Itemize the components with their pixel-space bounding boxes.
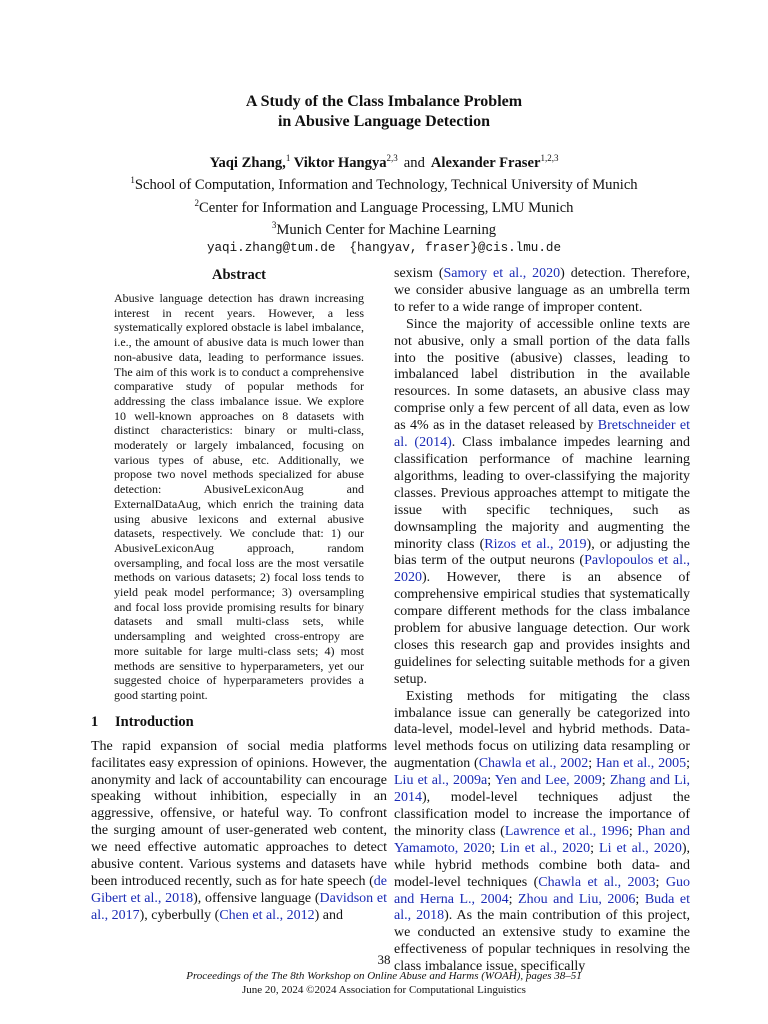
citation-link[interactable]: Li et al., 2020: [599, 840, 682, 856]
citation-link[interactable]: Zhou and Liu, 2006: [518, 891, 636, 907]
section-number: 1: [91, 713, 99, 730]
citation-link[interactable]: Liu et al., 2009a: [394, 773, 488, 789]
citation-link[interactable]: Rizos et al., 2019: [484, 536, 587, 552]
author-3: Alexander Fraser: [430, 154, 541, 171]
right-column: [394, 266, 690, 976]
author-1-affil: 1: [285, 153, 291, 163]
citation-link[interactable]: Yen and Lee, 2009: [494, 773, 602, 789]
abstract-heading: Abstract: [212, 267, 266, 283]
email-1[interactable]: yaqi.zhang@tum.de: [206, 240, 336, 255]
citation-link[interactable]: Chawla et al., 2002: [478, 756, 589, 772]
citation-link[interactable]: Davidson et al., 2017: [91, 890, 387, 923]
citation-link[interactable]: Bretschneider et al. (2014): [394, 418, 690, 451]
citation-link[interactable]: Zhang and Li, 2014: [394, 773, 691, 806]
section-title: Introduction: [115, 713, 194, 730]
intro-paragraph-continued: sexism (Samory et al., 2020) detection. Therefore, we consider abusive language as an umbrella term to refer to a wide range of improper content.: [394, 266, 690, 315]
citation-link[interactable]: Phan and Yamamoto, 2020: [394, 823, 691, 856]
citation-link[interactable]: Guo and Herna L., 2004: [394, 874, 690, 907]
author-2-affil: 2,3: [386, 153, 398, 163]
citation-link[interactable]: Lin et al., 2020: [500, 840, 591, 856]
citation-link[interactable]: Han et al., 2005: [596, 756, 687, 772]
affiliation-3: $^3$Munich Center for Machine Learning: [271, 220, 497, 239]
author-block: [0, 150, 768, 257]
citation-link[interactable]: Buda et al., 2018: [394, 891, 691, 924]
citation-link[interactable]: Samory et al., 2020: [443, 266, 561, 281]
intro-paragraph-3: Existing methods for mitigating the class imbalance issue can generally be categorized into data-level, model-level and hybrid methods. Data-level methods focus on utilizing data resampling or augmentation (Chawla et al., 2002; Han et al., 2005; Liu et al., 2009a; Yen and Lee, 2009; Zhang and Li, 2014), model-level techniques adjust the classification model to increase the importance of the minority class (Lawrence et al., 1996; Phan and Yamamoto, 2020; Lin et al., 2020; Li et al., 2020), while hybrid methods combine both data- and model-level techniques (Chawla et al., 2003; Guo and Herna L., 2004; Zhou and Liu, 2006; Buda et al., 2018). As the main contribution of this project, we conducted an extensive study to examine the effectiveness of popular techniques in resolving the class imbalance issue, specifically: [394, 688, 691, 975]
citation-link[interactable]: Chen et al., 2012: [219, 907, 315, 923]
citation-link[interactable]: de Gibert et al., 2018: [91, 873, 387, 906]
author-3-affil: 1,2,3: [540, 153, 559, 163]
affiliation-2: $^2$Center for Information and Language Processing, LMU Munich: [194, 197, 574, 216]
author-names: [0, 150, 768, 172]
footer-date: June 20, 2024 ©2024 Association for Computational Linguistics: [242, 984, 526, 996]
author-conjunction: and: [403, 154, 425, 171]
section-heading-introduction: [91, 713, 387, 731]
intro-paragraph: The rapid expansion of social media platforms facilitates easy expression of opinions. However, the anonymity and lack of accountability can encourage speaking without inhibition, especially in an aggressive, offensive, or hateful way. To confront the surging amount of user-generated web content, we need effective automatic approaches to detect abusive content. Various systems and datasets have been introduced recently, such as for hate speech (de Gibert et al., 2018), offensive language (Davidson et al., 2017), cyberbully (Chen et al., 2012) and: [91, 738, 387, 923]
paper-title: [0, 92, 768, 132]
affiliation-1: $^1$School of Computation, Information and Technology, Technical University of Munich: [130, 175, 638, 194]
page-footer: [0, 969, 768, 997]
citation-link[interactable]: Pavlopoulos et al., 2020: [394, 553, 690, 586]
author-2: Viktor Hangya: [293, 154, 387, 171]
title-line-2: in Abusive Language Detection: [277, 113, 490, 130]
title-line-1: A Study of the Class Imbalance Problem: [245, 93, 523, 110]
page-number: 38: [377, 952, 391, 967]
abstract-text: Abusive language detection has drawn increasing interest in recent years. However, a less systematically explored obstacle is label imbalance, i.e., the amount of abusive data is much lower than non-abusive data, leading to performance issues. The aim of this work is to conduct a comprehensive comparative study of popular methods for addressing the class imbalance issue. We explore 10 well-known approaches on 8 datasets with distinct characteristics: binary or multi-class, moderately or largely imbalanced, focusing on various types of abuse, etc. Additionally, we propose two novel methods specialized for abuse detection: AbusiveLexiconAug and ExternalDataAug, which enrich the training data using abusive lexicons and external abusive datasets, respectively. We conclude that: 1) our AbusiveLexiconAug approach, random oversampling, and focal loss are the most versatile methods on various datasets; 2) focal loss tends to yield peak model performance; 3) oversampling and focal loss provide promising results for binary datasets and small multi-class sets, while undersampling and weighted cross-entropy are more suitable for large multi-class sets; 4) most methods are sensitive to hyperparameters, yet our suggested choice of hyperparameters provides a good starting point.: [114, 291, 364, 702]
citation-link[interactable]: Lawrence et al., 1996: [504, 823, 629, 839]
author-emails: [0, 240, 768, 258]
intro-paragraph-2: Since the majority of accessible online texts are not abusive, only a small portion of the data falls into the positive (abusive) classes, leading to imbalanced label distribution in the available resources. In some datasets, an abusive class may comprise only a few percent of all data, even as low as 4% as in the dataset released by Bretschneider et al. (2014). Class imbalance impedes learning and classification performance of machine learning algorithms, leading to over-classifying the majority classes. Previous approaches attempt to mitigate the issue with specific techniques, such as downsampling the majority and augmenting the minority class (Rizos et al., 2019), or adjusting the bias term of the output neurons (Pavlopoulos et al., 2020). However, there is an absence of comprehensive empirical studies that systematically compare different methods for the class imbalance problem for abusive language detection. Our work closes this research gap and provides insights and guidelines for selecting suitable methods for a given setup.: [394, 316, 690, 687]
author-1: Yaqi Zhang,: [209, 154, 286, 171]
footer-venue: Proceedings of the The 8th Workshop on Online Abuse and Harms (WOAH), pages 38–51: [186, 970, 582, 982]
email-2[interactable]: {hangyav, fraser}@cis.lmu.de: [349, 240, 562, 255]
left-column: [91, 266, 387, 925]
citation-link[interactable]: Chawla et al., 2003: [538, 874, 656, 890]
